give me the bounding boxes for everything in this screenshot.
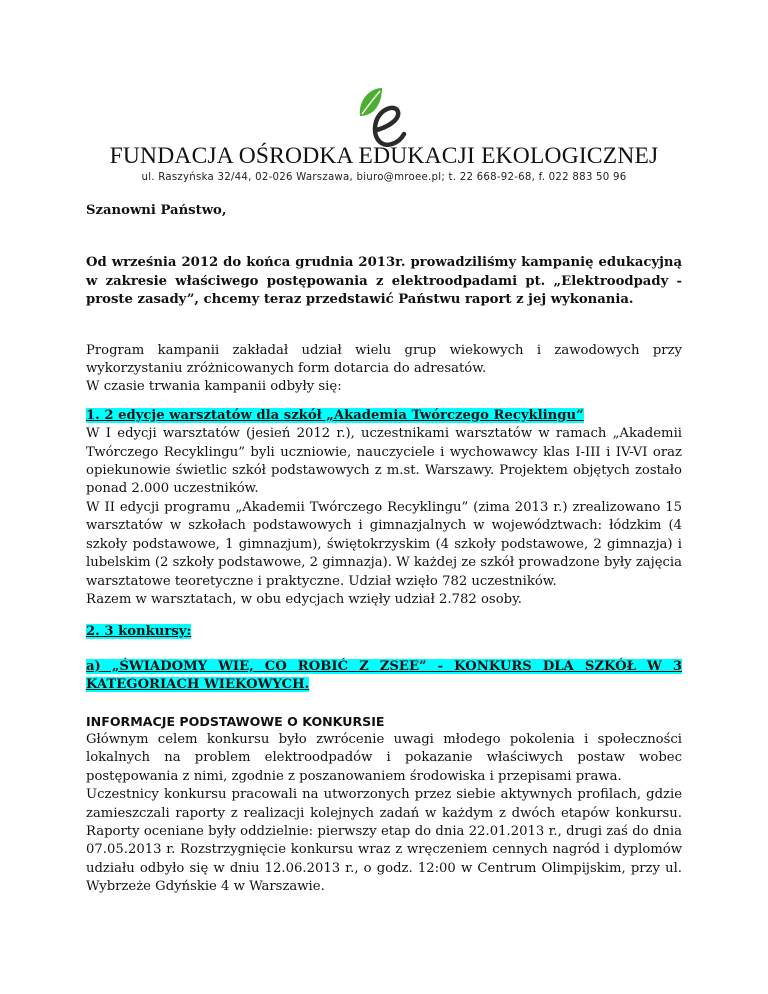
section-2a-heading-text: a) „ŚWIADOMY WIE, CO ROBIĆ Z ZSEE” - KONKURS DLA SZKÓŁ W 3 KATEGORIACH WIEKOWYCH. [86, 658, 682, 693]
section-1-heading [86, 407, 682, 425]
section-2-heading-text: 2. 3 konkursy: [86, 624, 192, 640]
section-1-paragraph-3: Razem w warsztatach, w obu edycjach wzięły udział 2.782 osoby. [86, 591, 522, 607]
section-2-heading [86, 623, 682, 641]
program-paragraph [86, 342, 682, 397]
info-heading: INFORMACJE PODSTAWOWE O KONKURSIE [86, 713, 385, 729]
organization-address: ul. Raszyńska 32/44, 02-026 Warszawa, biuro@mroee.pl; t. 22 668-92-68, f. 022 883 50 96 [141, 172, 627, 183]
leaf-e-logo-icon [356, 86, 412, 150]
section-1-heading-text: 1. 2 edycje warsztatów dla szkół „Akademia Twórczego Recyklingu” [86, 407, 584, 423]
section-1-paragraph-1: W I edycji warsztatów (jesień 2012 r.), uczestnikami warsztatów w ramach „Akademii Twórczego Recyklingu” byli uczniowie, nauczyciele i wychowawcy klas I-III i IV-VI oraz opiekunowie świetlic szkół podstawowych z m.st. Warszawy. Projektem objętych zostało ponad 2.000 uczestników. [86, 426, 682, 497]
info-paragraph-1: Głównym celem konkursu było zwrócenie uwagi młodego pokolenia i społeczności lokalnych na problem elektroodpadów i pokazanie właściwych postaw wobec postępowania z nimi, zgodnie z poszanowaniem środowiska i przepisami prawa. [86, 731, 682, 784]
intro-paragraph: Od września 2012 do końca grudnia 2013r. prowadziliśmy kampanię edukacyjną w zakresie właściwego postępowania z elektroodpadami pt. „Elektroodpady - proste zasady”, chcemy teraz przedstawić Państwu raport z jej wykonania. [86, 255, 682, 308]
program-text: Program kampanii zakładał udział wielu grup wiekowych i zawodowych przy wykorzystaniu zróżnicowanych form dotarcia do adresatów. [86, 342, 682, 377]
program-list-intro: W czasie trwania kampanii odbyły się: [86, 379, 342, 395]
info-paragraph-2: Uczestnicy konkursu pracowali na utworzonych przez siebie aktywnych profilach, gdzie zamieszczali raporty z realizacji kolejnych zadań w każdym z dwóch etapów konkursu. Raporty oceniane były oddzielnie: pierwszy etap do dnia 22.01.2013 r., drugi zaś do dnia 07.05.2013 r. Rozstrzygnięcie konkursu wraz z wręczeniem cennych nagród i dyplomów udziału odbyło się w dniu 12.06.2013 r., o godz. 12:00 w Centrum Olimpijskim, przy ul. Wybrzeże Gdyńskie 4 w Warszawie. [86, 787, 682, 895]
section-2a-heading [86, 658, 682, 695]
organization-name: FUNDACJA OŚRODKA EDUKACJI EKOLOGICZNEJ [109, 143, 659, 169]
letter-body [86, 196, 682, 897]
greeting: Szanowni Państwo, [86, 203, 227, 218]
section-1-paragraph-2: W II edycji programu „Akademii Twórczego Recyklingu” (zima 2013 r.) zrealizowano 15 warsztatów w szkołach podstawowych i gimnazjalnych w województwach: łódzkim (4 szkoły podstawowe, 1 gimnazjum), świętokrzyskim (4 szkoły podstawowe, 2 gimnazja) i lubelskim (2 szkoły podstawowe, 2 gimnazja). W każdej ze szkół prowadzone były zajęcia warsztatowe teoretyczne i praktyczne. Udział wzięło 782 uczestników. [86, 499, 682, 589]
